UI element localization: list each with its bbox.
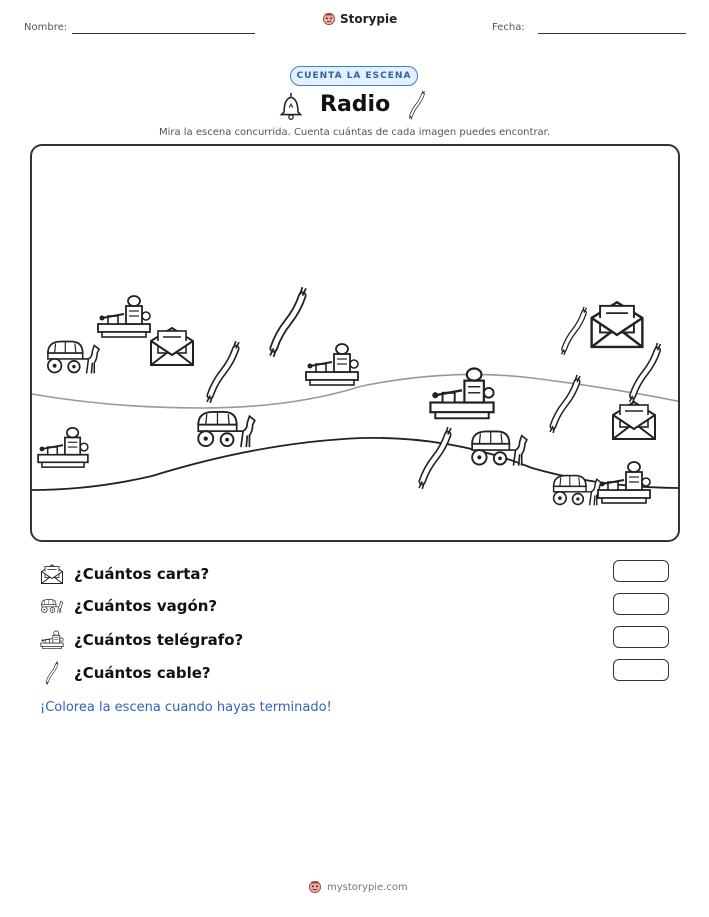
cable-icon [419,427,451,489]
wagon-icon [48,342,99,374]
brand-name: Storypie [340,12,398,26]
telegraph-icon [598,462,650,503]
activity-badge: CUENTA LA ESCENA [290,66,418,86]
telegraph-icon [38,428,88,467]
cable-icon [402,90,432,120]
wagon-icon [40,594,64,618]
busy-scene[interactable] [30,144,680,542]
question-text: ¿Cuántos vagón? [74,597,218,615]
question-text: ¿Cuántos cable? [74,664,211,682]
bell-icon [278,90,304,120]
question-cable [40,661,211,685]
letter-icon [151,328,193,365]
answer-box-wagon[interactable] [613,593,669,615]
letter-icon [613,402,655,439]
question-telegraph [40,628,243,652]
color-instruction: ¡Colorea la escena cuando hayas terminado! [40,700,332,715]
cable-icon [270,287,306,357]
mascot-icon [308,880,322,894]
telegraph-icon [40,628,64,652]
name-field[interactable] [72,33,255,34]
wagon-icon [198,412,255,447]
question-wagon [40,594,217,618]
instructions: Mira la escena concurrida. Cuenta cuántas de cada imagen puedes encontrar. [158,127,551,138]
cable-icon [562,307,587,355]
answer-box-telegraph[interactable] [613,626,669,648]
question-text: ¿Cuántos carta? [74,565,210,583]
date-label: Fecha: [492,22,525,33]
cable-icon [207,341,239,403]
mascot-icon [322,12,336,26]
site-url: mystorypie.com [327,881,408,893]
site-footer [308,880,408,894]
answer-box-cable[interactable] [613,659,669,681]
answer-box-letter[interactable] [613,560,669,582]
question-letter [40,562,209,586]
page-title: Radio [320,92,391,117]
letter-icon [40,562,64,586]
telegraph-icon [306,344,358,385]
brand-logo [322,12,397,26]
letter-icon [592,302,643,347]
wagon-icon [472,431,527,465]
date-field[interactable] [538,33,686,34]
telegraph-icon [98,296,150,337]
cable-icon [630,343,661,403]
name-label: Nombre: [24,22,68,33]
cable-icon [550,375,580,433]
question-text: ¿Cuántos telégrafo? [74,631,244,649]
cable-icon [40,661,64,685]
wagon-icon [554,476,602,506]
